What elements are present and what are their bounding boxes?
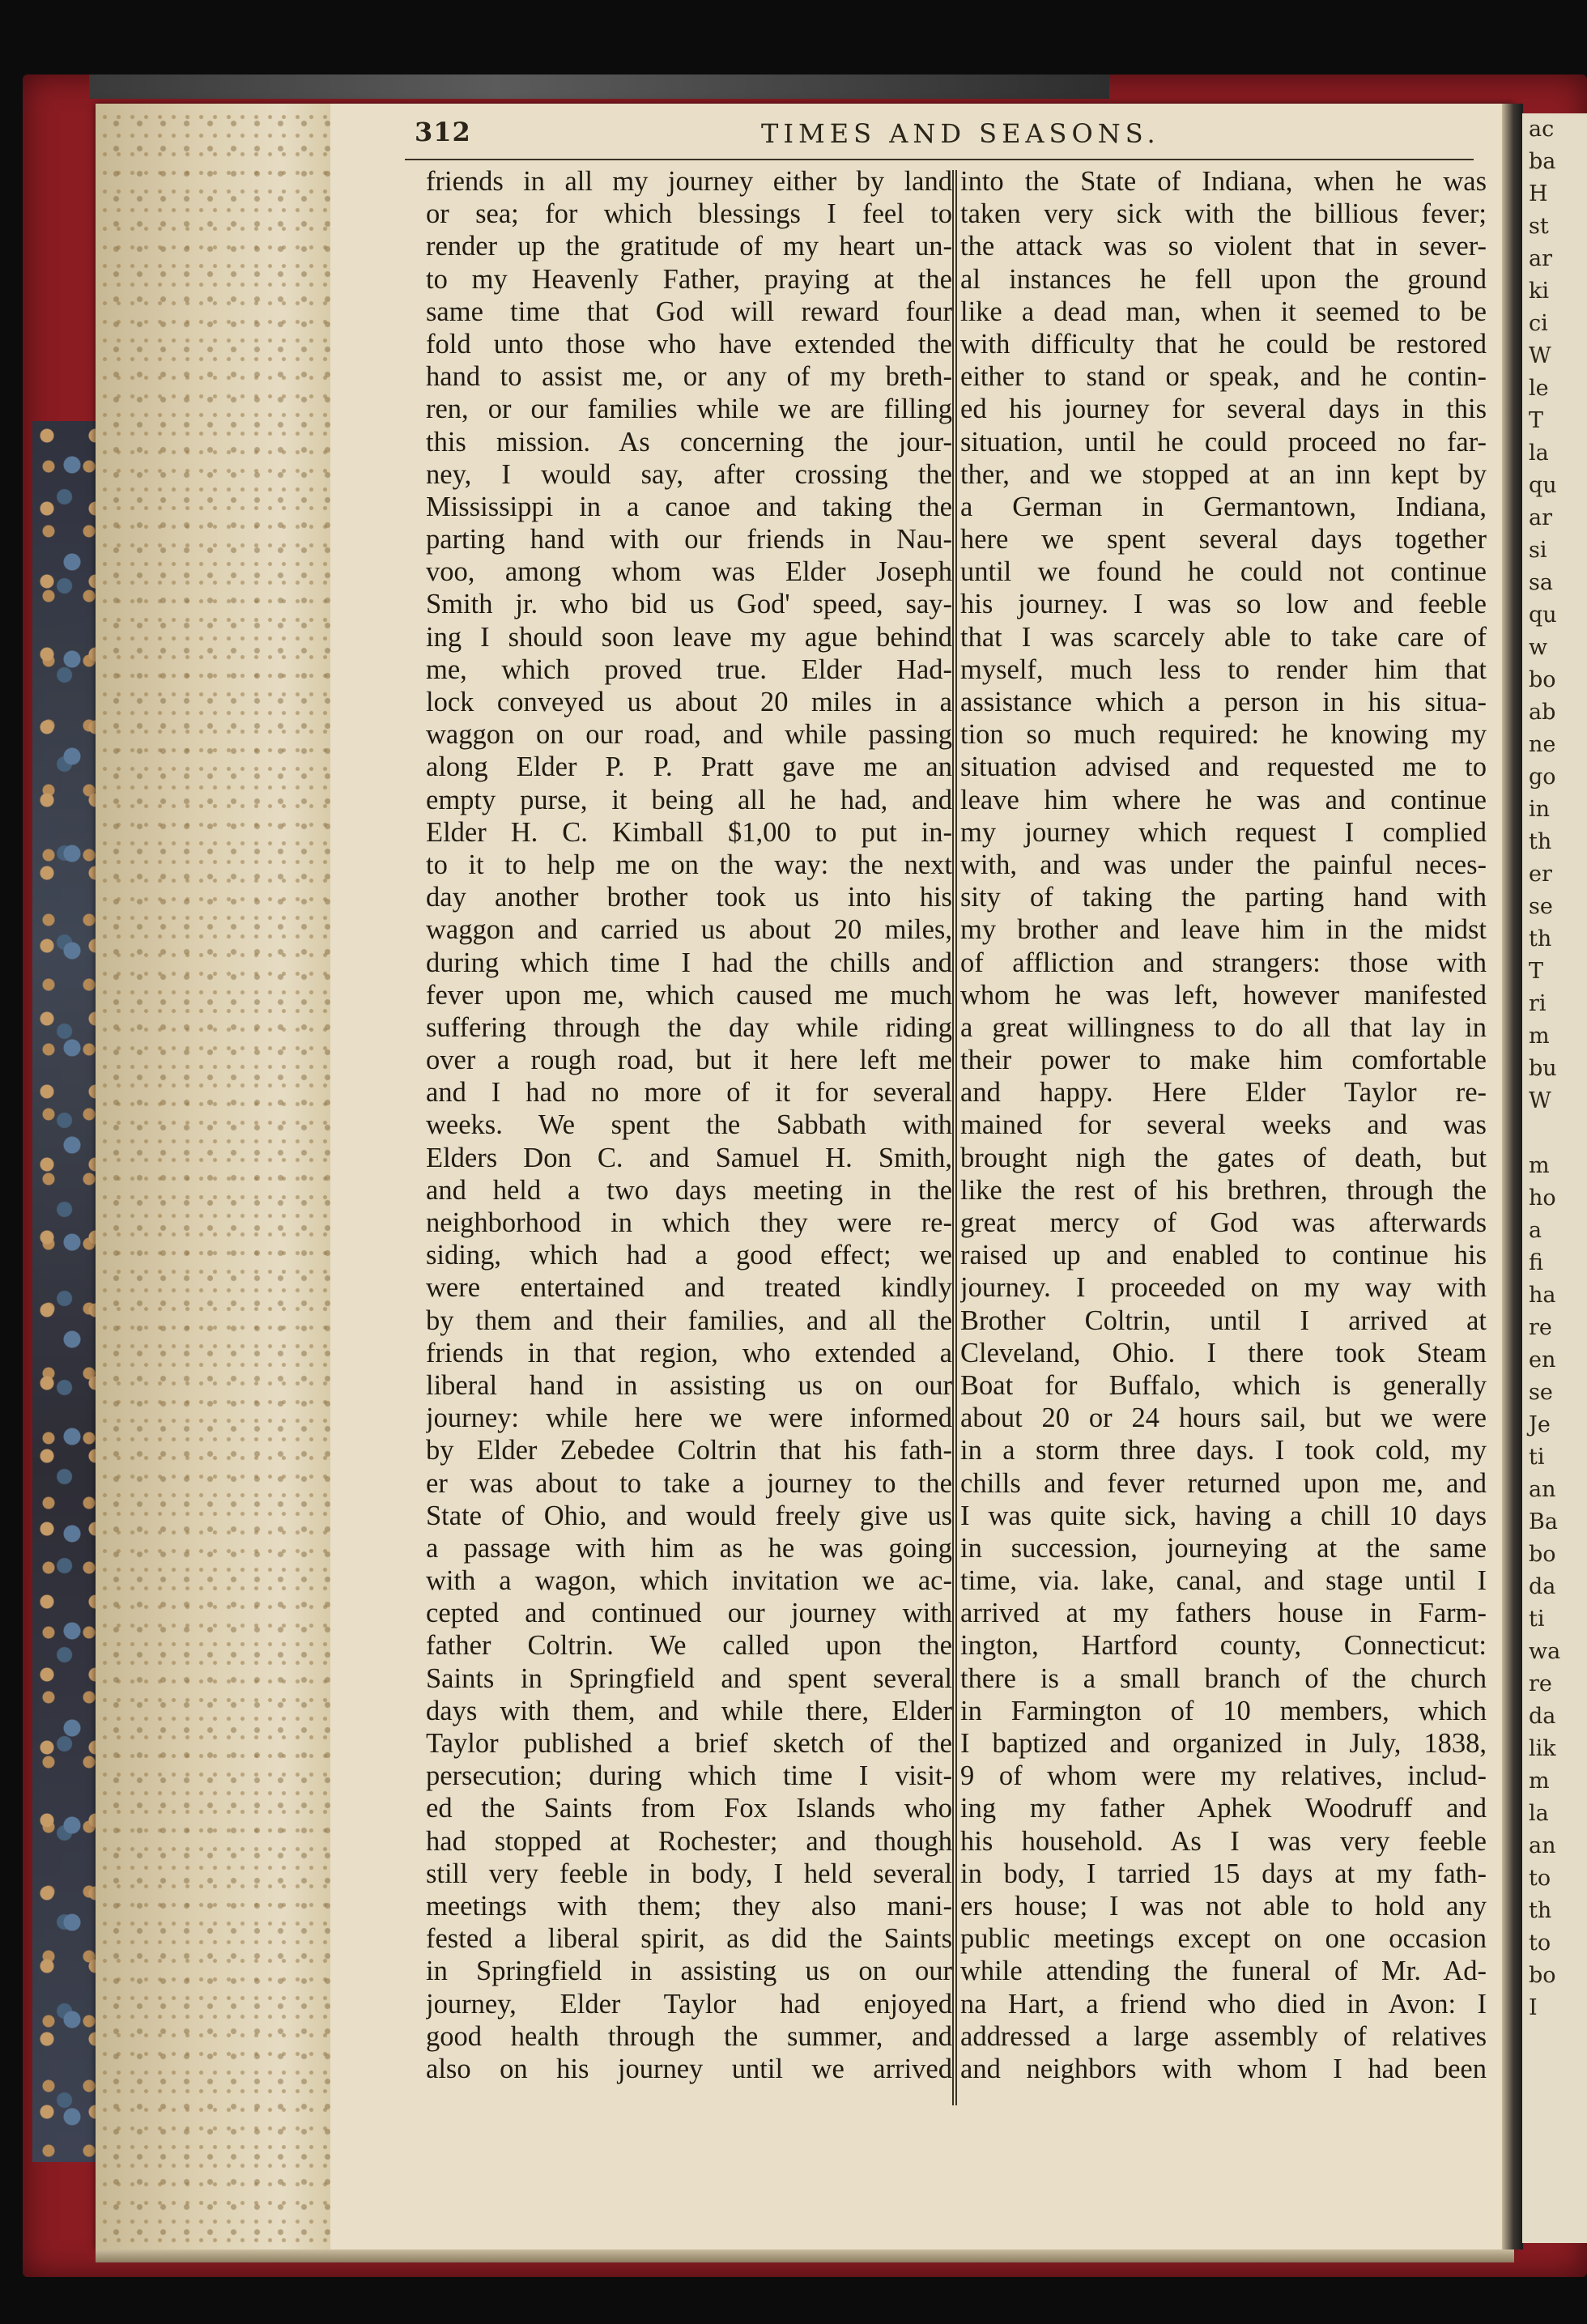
facing-page-fragment-line: si: [1529, 538, 1547, 563]
left-column-line: neighborhood in which they were re-: [426, 1207, 952, 1238]
left-column-line: and I had no more of it for several: [426, 1077, 952, 1109]
right-column-line: whom he was left, however manifested: [960, 979, 1487, 1011]
facing-page-fragment-line: fi: [1529, 1250, 1544, 1275]
left-column-line: journey, Elder Taylor had enjoyed: [426, 1988, 952, 2020]
right-column-line: leave him where he was and continue: [960, 784, 1487, 815]
left-column-line: fested a liberal spirit, as did the Saints: [426, 1923, 952, 1955]
facing-page-fragment-line: ti: [1529, 1445, 1545, 1470]
right-column-line: in succession, journeying at the same: [960, 1532, 1487, 1564]
facing-page-fragment-line: wa: [1529, 1639, 1561, 1664]
right-column-line: sity of taking the parting hand with: [960, 882, 1487, 913]
left-column-line: still very feeble in body, I held several: [426, 1858, 952, 1889]
left-column-line: State of Ohio, and would freely give us: [426, 1500, 952, 1531]
facing-page-fragment-line: re: [1529, 1315, 1552, 1340]
right-column-line: about 20 or 24 hours sail, but we were: [960, 1402, 1487, 1434]
right-column-line: that I was scarcely able to take care of: [960, 621, 1487, 653]
facing-page-fragment-line: an: [1529, 1833, 1556, 1858]
facing-page-fragment-line: T: [1529, 408, 1544, 433]
left-column-line: father Coltrin. We called upon the: [426, 1630, 952, 1662]
left-column-line: fever upon me, which caused me much: [426, 979, 952, 1011]
right-column-line: ther, and we stopped at an inn kept by: [960, 458, 1487, 490]
right-column-line: either to stand or speak, and he contin-: [960, 361, 1487, 393]
facing-page-fragment-line: ba: [1529, 149, 1556, 174]
left-column-line: during which time I had the chills and: [426, 947, 952, 978]
facing-page-fragment-line: w: [1529, 635, 1548, 660]
right-column-line: in body, I tarried 15 days at my fath-: [960, 1858, 1487, 1889]
left-column-line: were entertained and treated kindly: [426, 1272, 952, 1304]
facing-page-fragment-line: bu: [1529, 1056, 1557, 1081]
right-column-line: journey. I proceeded on my way with: [960, 1272, 1487, 1304]
facing-page-fragment-line: ri: [1529, 991, 1547, 1016]
right-column-line: I baptized and organized in July, 1838,: [960, 1728, 1487, 1759]
right-column: [960, 165, 1487, 2109]
left-column-line: Taylor published a brief sketch of the: [426, 1728, 952, 1759]
right-column-line: na Hart, a friend who died in Avon: I: [960, 1988, 1487, 2020]
right-column-line: brought nigh the gates of death, but: [960, 1142, 1487, 1173]
left-column-line: meetings with them; they also mani-: [426, 1890, 952, 1922]
facing-page-fragment-line: Ba: [1529, 1509, 1558, 1534]
right-column-line: raised up and enabled to continue his: [960, 1240, 1487, 1271]
left-column-line: parting hand with our friends in Nau-: [426, 524, 952, 555]
facing-page-fragment-line: qu: [1529, 602, 1557, 628]
facing-page-fragment-line: le: [1529, 376, 1549, 401]
facing-page-fragment-line: th: [1529, 926, 1552, 951]
right-column-line: there is a small branch of the church: [960, 1662, 1487, 1694]
right-column-line: public meetings except on one occasion: [960, 1923, 1487, 1955]
left-column-line: with a wagon, which invitation we ac-: [426, 1565, 952, 1597]
facing-page-fragment-line: qu: [1529, 473, 1557, 498]
left-column-line: and held a two days meeting in the: [426, 1174, 952, 1206]
book-gutter: [1502, 104, 1523, 2250]
facing-page-fragment-line: in: [1529, 797, 1551, 822]
right-column-line: great mercy of God was afterwards: [960, 1207, 1487, 1238]
right-column-line: taken very sick with the billious fever;: [960, 198, 1487, 230]
facing-page-fragment-line: da: [1529, 1574, 1556, 1599]
left-column-line: by Elder Zebedee Coltrin that his fath-: [426, 1435, 952, 1466]
facing-page-fragment-line: la: [1529, 441, 1549, 466]
left-column-line: render up the gratitude of my heart un-: [426, 231, 952, 262]
facing-page-fragment-line: m: [1529, 1769, 1550, 1794]
left-column-line: ing I should soon leave my ague behind: [426, 621, 952, 653]
left-column-line: Smith jr. who bid us God' speed, say-: [426, 589, 952, 620]
left-column-line: Elders Don C. and Samuel H. Smith,: [426, 1142, 952, 1173]
right-column-line: into the State of Indiana, when he was: [960, 166, 1487, 197]
header-rule: [405, 159, 1474, 160]
top-page-edges: [89, 74, 1109, 99]
facing-page-fragment-line: bo: [1529, 667, 1556, 692]
left-column-line: er was about to take a journey to the: [426, 1467, 952, 1499]
facing-page-fragment-line: se: [1529, 894, 1553, 919]
left-column-line: along Elder P. P. Pratt gave me an: [426, 751, 952, 783]
left-column-line: fold unto those who have extended the: [426, 328, 952, 360]
left-column-line: in Springfield in assisting us on our: [426, 1956, 952, 1987]
left-column-line: persecution; during which time I visit-: [426, 1760, 952, 1792]
right-column-line: their power to make him comfortable: [960, 1045, 1487, 1076]
facing-page-fragment-line: bo: [1529, 1963, 1556, 1988]
right-column-line: Cleveland, Ohio. I there took Steam: [960, 1337, 1487, 1368]
facing-page-fragment-line: th: [1529, 1898, 1552, 1923]
facing-page-fragment-line: ar: [1529, 246, 1553, 271]
left-column-line: Saints in Springfield and spent several: [426, 1662, 952, 1694]
facing-page-fragment-line: H: [1529, 181, 1548, 206]
left-column-line: friends in all my journey either by land: [426, 166, 952, 197]
facing-page-fragment-line: bo: [1529, 1542, 1556, 1567]
facing-page-fragment-line: m: [1529, 1153, 1550, 1178]
right-column-line: tion so much required: he knowing my: [960, 719, 1487, 751]
right-column-line: his journey. I was so low and feeble: [960, 589, 1487, 620]
left-column-line: siding, which had a good effect; we: [426, 1240, 952, 1271]
right-column-line: with, and was under the painful neces-: [960, 849, 1487, 880]
facing-page-fragment-line: ki: [1529, 279, 1549, 304]
facing-page-fragment-line: ac: [1529, 117, 1555, 142]
left-column-line: me, which proved true. Elder Had-: [426, 653, 952, 685]
facing-page-fragment-line: T: [1529, 959, 1544, 984]
right-column-line: my journey which request I complied: [960, 816, 1487, 848]
left-column-line: waggon and carried us about 20 miles,: [426, 914, 952, 946]
left-column-line: lock conveyed us about 20 miles in a: [426, 687, 952, 717]
right-column-line: in Farmington of 10 members, which: [960, 1695, 1487, 1726]
right-column-line: chills and fever returned upon me, and: [960, 1467, 1487, 1499]
page-number: 312: [415, 117, 471, 147]
page-header: [405, 112, 1474, 160]
facing-page-fragment-line: ho: [1529, 1185, 1556, 1211]
right-column-line: assistance which a person in his situa-: [960, 687, 1487, 717]
left-column-line: friends in that region, who extended a: [426, 1337, 952, 1368]
left-column-line: by them and their families, and all the: [426, 1305, 952, 1336]
bottom-page-edges: [96, 2250, 1514, 2262]
column-divider: [952, 170, 957, 2105]
left-column-line: or sea; for which blessings I feel to: [426, 198, 952, 230]
right-column-line: time, via. lake, canal, and stage until I: [960, 1565, 1487, 1597]
left-column-line: over a rough road, but it here left me: [426, 1045, 952, 1076]
marbled-endpaper: [32, 421, 97, 2162]
right-column-line: like the rest of his brethren, through the: [960, 1174, 1487, 1206]
right-column-line: here we spent several days together: [960, 524, 1487, 555]
facing-page-fragment-line: la: [1529, 1801, 1549, 1826]
right-column-line: his household. As I was very feeble: [960, 1825, 1487, 1857]
left-column-line: to my Heavenly Father, praying at the: [426, 263, 952, 295]
facing-page-fragment-line: ne: [1529, 732, 1556, 757]
left-column-line: also on his journey until we arrived: [426, 2053, 952, 2084]
left-column-line: this mission. As concerning the jour-: [426, 426, 952, 458]
facing-page-fragment-line: I: [1529, 1995, 1538, 2020]
facing-page-fragment-line: a: [1529, 1218, 1542, 1243]
right-column-line: my brother and leave him in the midst: [960, 914, 1487, 946]
facing-page-fragment-line: [1522, 1117, 1587, 1150]
left-column-line: a passage with him as he was going: [426, 1532, 952, 1564]
right-column-line: like a dead man, when it seemed to be: [960, 296, 1487, 327]
right-column-line: Brother Coltrin, until I arrived at: [960, 1305, 1487, 1336]
right-column-line: I was quite sick, having a chill 10 days: [960, 1500, 1487, 1531]
facing-page-fragment-line: W: [1529, 343, 1551, 368]
right-column-line: with difficulty that he could be restored: [960, 328, 1487, 360]
left-column-line: hand to assist me, or any of my breth-: [426, 361, 952, 393]
right-column-line: addressed a large assembly of relatives: [960, 2020, 1487, 2052]
facing-page-fragment-line: en: [1529, 1347, 1556, 1373]
facing-page-fragment-line: ar: [1529, 505, 1553, 530]
facing-page-fragment-line: ab: [1529, 700, 1556, 725]
right-column-line: ing my father Aphek Woodruff and: [960, 1793, 1487, 1824]
right-column-line: 9 of whom were my relatives, includ-: [960, 1760, 1487, 1792]
right-column-line: mained for several weeks and was: [960, 1109, 1487, 1141]
left-column-line: day another brother took us into his: [426, 882, 952, 913]
right-column-line: ington, Hartford county, Connecticut:: [960, 1630, 1487, 1662]
right-column-line: ers house; I was not able to hold any: [960, 1890, 1487, 1922]
left-column-line: suffering through the day while riding: [426, 1011, 952, 1043]
left-column-line: good health through the summer, and: [426, 2020, 952, 2052]
facing-page-fragment-line: sa: [1529, 570, 1553, 595]
left-column-line: cepted and continued our journey with: [426, 1598, 952, 1629]
right-column-line: ed his journey for several days in this: [960, 394, 1487, 425]
facing-page-fragment-line: st: [1529, 214, 1549, 239]
left-column-line: waggon on our road, and while passing: [426, 719, 952, 751]
facing-page-fragment-line: th: [1529, 829, 1552, 854]
facing-page-fragment-line: to: [1529, 1930, 1551, 1956]
right-column-line: Boat for Buffalo, which is generally: [960, 1369, 1487, 1401]
foxed-page-edges: [96, 104, 330, 2250]
facing-page-fragment-line: da: [1529, 1704, 1556, 1729]
facing-page-fragment-line: m: [1529, 1024, 1550, 1049]
left-column-line: weeks. We spent the Sabbath with: [426, 1109, 952, 1141]
left-column-line: ed the Saints from Fox Islands who: [426, 1793, 952, 1824]
right-column-line: and happy. Here Elder Taylor re-: [960, 1077, 1487, 1109]
facing-page-fragment-line: ci: [1529, 311, 1548, 336]
right-column-line: until we found he could not continue: [960, 556, 1487, 588]
left-column-line: journey: while here we were informed: [426, 1402, 952, 1434]
right-column-line: al instances he fell upon the ground: [960, 263, 1487, 295]
facing-page-fragment-line: se: [1529, 1380, 1553, 1405]
right-column-line: and neighbors with whom I had been: [960, 2053, 1487, 2084]
left-column: [426, 165, 952, 2109]
facing-page-fragment: [1522, 113, 1587, 2243]
facing-page-fragment-line: er: [1529, 862, 1552, 887]
left-column-line: voo, among whom was Elder Joseph: [426, 556, 952, 588]
facing-page-fragment-line: ti: [1529, 1607, 1545, 1632]
facing-page-fragment-line: W: [1529, 1088, 1551, 1113]
facing-page-fragment-line: an: [1529, 1477, 1556, 1502]
left-column-line: empty purse, it being all he had, and: [426, 784, 952, 815]
left-column-line: Elder H. C. Kimball $1,00 to put in-: [426, 816, 952, 848]
facing-page-fragment-line: go: [1529, 764, 1556, 790]
running-title: TIMES AND SEASONS.: [761, 118, 1160, 149]
left-column-line: days with them, and while there, Elder: [426, 1695, 952, 1726]
left-column-line: to it to help me on the way: the next: [426, 849, 952, 880]
left-column-line: same time that God will reward four: [426, 296, 952, 327]
facing-page-fragment-line: to: [1529, 1866, 1551, 1891]
facing-page-fragment-line: Je: [1529, 1412, 1551, 1437]
right-column-line: while attending the funeral of Mr. Ad-: [960, 1956, 1487, 1987]
right-column-line: of affliction and strangers: those with: [960, 947, 1487, 978]
facing-page-fragment-line: lik: [1529, 1736, 1556, 1761]
right-column-line: situation advised and requested me to: [960, 751, 1487, 783]
left-column-line: ren, or our families while we are filling: [426, 394, 952, 425]
facing-page-fragment-line: re: [1529, 1671, 1552, 1696]
left-column-line: had stopped at Rochester; and though: [426, 1825, 952, 1857]
right-column-line: myself, much less to render him that: [960, 653, 1487, 685]
right-column-line: the attack was so violent that in sever-: [960, 231, 1487, 262]
right-column-line: situation, until he could proceed no far-: [960, 426, 1487, 458]
right-column-line: arrived at my fathers house in Farm-: [960, 1598, 1487, 1629]
right-column-line: a great willingness to do all that lay in: [960, 1011, 1487, 1043]
left-column-line: Mississippi in a canoe and taking the: [426, 491, 952, 522]
left-column-line: liberal hand in assisting us on our: [426, 1369, 952, 1401]
right-column-line: in a storm three days. I took cold, my: [960, 1435, 1487, 1466]
left-column-line: ney, I would say, after crossing the: [426, 458, 952, 490]
facing-page-fragment-line: ha: [1529, 1283, 1556, 1308]
right-column-line: a German in Germantown, Indiana,: [960, 491, 1487, 522]
